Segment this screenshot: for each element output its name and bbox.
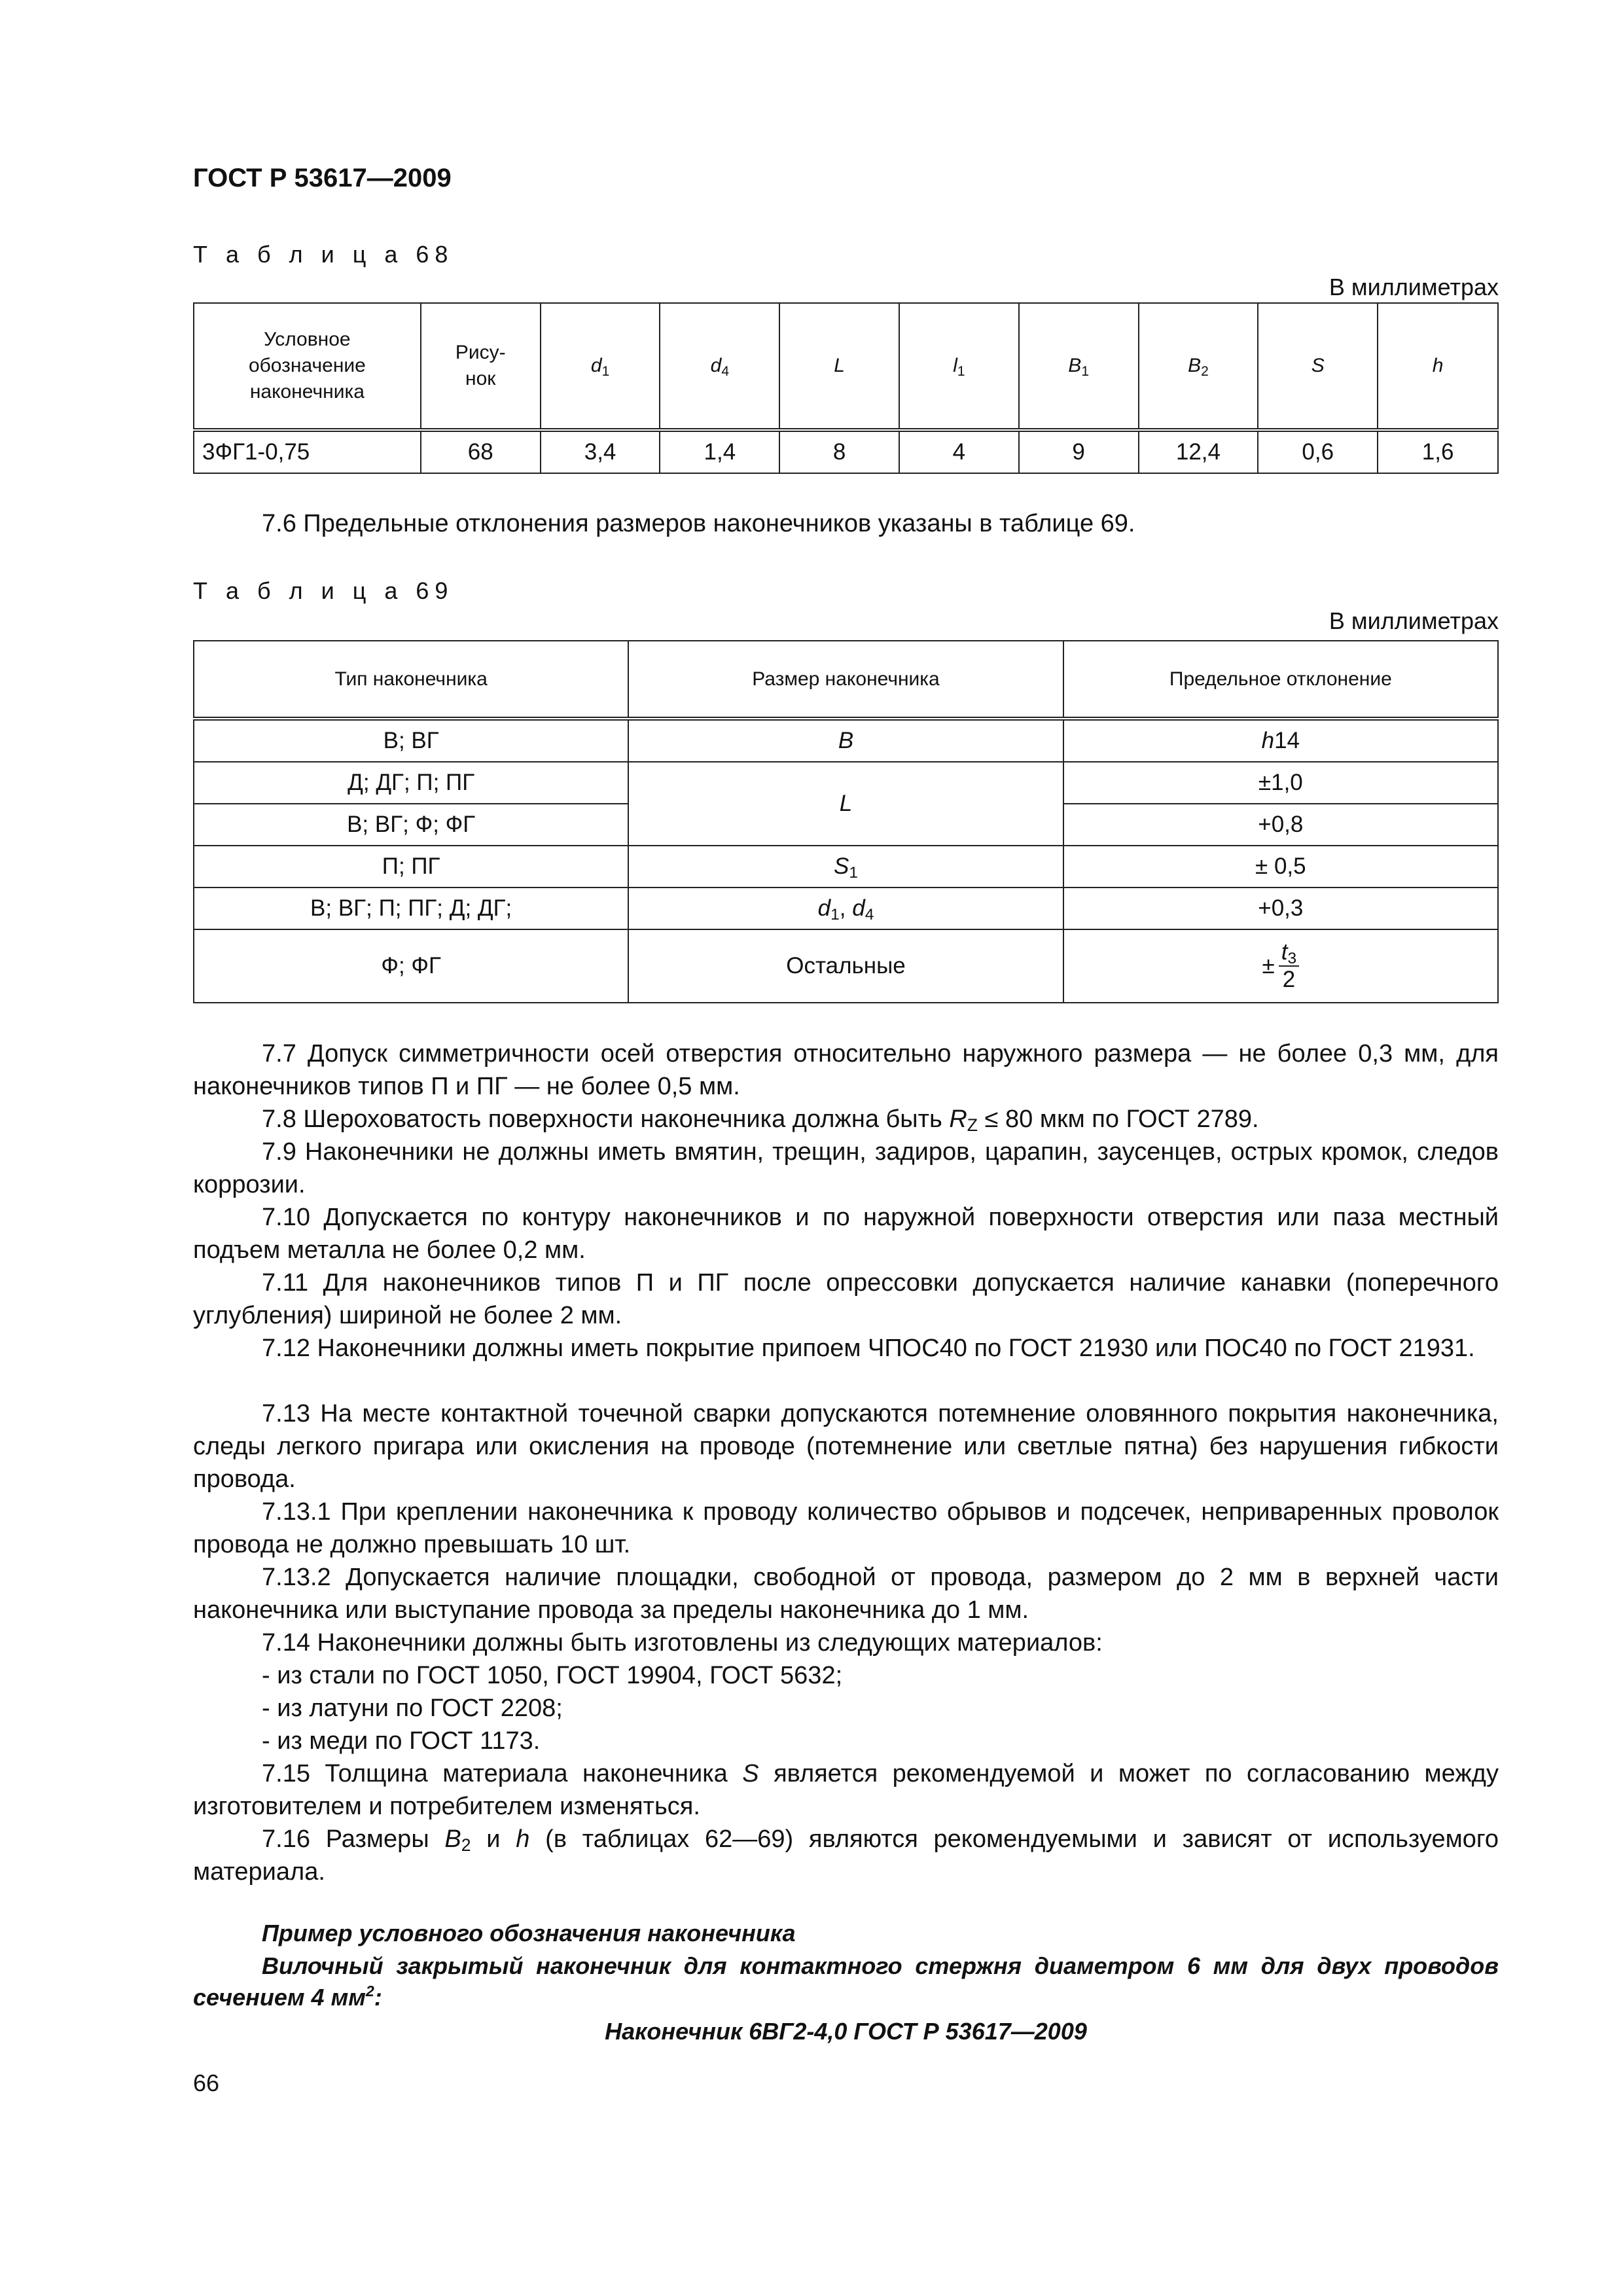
col-d1: $d_1$	[541, 303, 660, 430]
col-type: Тип наконечника	[194, 641, 628, 719]
cell-size: L	[628, 762, 1063, 846]
cell-L: 8	[779, 430, 899, 473]
table-68-caption: Т а б л и ц а 68	[193, 241, 454, 268]
cell-d1: 3,4	[541, 430, 660, 473]
paragraph-7-14: 7.14 Наконечники должны быть изготовлены из следующих материалов:	[262, 1629, 1103, 1657]
page-number: 66	[193, 2070, 220, 2096]
paragraph-7-12: 7.12 Наконечники должны иметь покрытие припоем ЧПОС40 по ГОСТ 21930 или ПОС40 по ГОСТ 21931.	[262, 1335, 1475, 1362]
table-68	[193, 302, 1499, 474]
cell-type: П; ПГ	[194, 846, 628, 888]
paragraph-7-13-2: 7.13.2 Допускается наличие площадки, свободной от провода, размером до 2 мм в верхней части наконечника или выступание провода за пределы наконечника до 1 мм.	[193, 1564, 1499, 1624]
paragraph-7-9: 7.9 Наконечники не должны иметь вмятин, трещин, задиров, царапин, заусенцев, острых кромок, следов коррозии.	[193, 1138, 1499, 1198]
cell-deviation	[1063, 929, 1498, 1003]
cell-deviation: ±1,0	[1063, 762, 1498, 804]
document-header: ГОСТ Р 53617—2009	[193, 164, 452, 192]
col-h: h	[1378, 303, 1498, 430]
example-text: Вилочный закрытый наконечник для контактного стержня диаметром 6 мм для двух проводов сечением 4 $мм^2$:	[193, 1952, 1499, 2011]
example-designation: Наконечник 6ВГ2-4,0 ГОСТ Р 53617—2009	[605, 2018, 1087, 2045]
cell-B1: 9	[1019, 430, 1139, 473]
example-title: Пример условного обозначения наконечника	[262, 1920, 796, 1946]
col-l1: $l_1$	[899, 303, 1019, 430]
paragraph-7-15: 7.15 Толщина материала наконечника S является рекомендуемой и может по согласованию между изготовителем и потребителем изменяться.	[193, 1760, 1499, 1820]
paragraph-7-7: 7.7 Допуск симметричности осей отверстия относительно наружного размера — не более 0,3 мм, для наконечников типов П и ПГ — не более 0,5 мм.	[193, 1040, 1499, 1100]
table-row	[194, 430, 1498, 473]
cell-S: 0,6	[1258, 430, 1378, 473]
col-S: S	[1258, 303, 1378, 430]
table-69-units: В миллиметрах	[1329, 607, 1499, 634]
cell-type: В; ВГ; Ф; ФГ	[194, 804, 628, 846]
table-row	[194, 888, 1498, 929]
cell-d4: 1,4	[660, 430, 779, 473]
col-designation: Условное обозначение наконечника	[194, 303, 421, 430]
cell-size: B	[628, 719, 1063, 762]
paragraph-7-16: 7.16 Размеры $B_2$ и h (в таблицах 62—69) являются рекомендуемыми и зависят от используемого материала.	[193, 1825, 1499, 1886]
cell-deviation: h14	[1063, 719, 1498, 762]
cell-size: $S_1$	[628, 846, 1063, 888]
col-figure: Рису-нок	[421, 303, 541, 430]
cell-type: Д; ДГ; П; ПГ	[194, 762, 628, 804]
cell-h: 1,6	[1378, 430, 1498, 473]
cell-size: Остальные	[628, 929, 1063, 1003]
material-item: - из стали по ГОСТ 1050, ГОСТ 19904, ГОСТ 5632;	[262, 1662, 843, 1689]
cell-deviation: +0,8	[1063, 804, 1498, 846]
paragraph-7-10: 7.10 Допускается по контуру наконечников и по наружной поверхности отверстия или паза местный подъем металла не более 0,2 мм.	[193, 1204, 1499, 1264]
table-row	[194, 762, 1498, 804]
cell-type: Ф; ФГ	[194, 929, 628, 1003]
table-row	[194, 719, 1498, 762]
paragraph-7-8: 7.8 Шероховатость поверхности наконечника должна быть $R_Z \le 80$ мкм по ГОСТ 2789.	[262, 1105, 1259, 1135]
cell-designation: 3ФГ1-0,75	[194, 430, 421, 473]
cell-figure: 68	[421, 430, 541, 473]
col-B1: $B_1$	[1019, 303, 1139, 430]
material-item: - из меди по ГОСТ 1173.	[262, 1727, 541, 1755]
cell-deviation: ± 0,5	[1063, 846, 1498, 888]
material-item: - из латуни по ГОСТ 2208;	[262, 1695, 563, 1722]
table-69	[193, 640, 1499, 1003]
col-B2: $B_2$	[1139, 303, 1258, 430]
col-d4: $d_4$	[660, 303, 779, 430]
table-69-caption: Т а б л и ц а 69	[193, 577, 454, 604]
cell-l1: 4	[899, 430, 1019, 473]
col-deviation: Предельное отклонение	[1063, 641, 1498, 719]
table-row	[194, 929, 1498, 1003]
cell-B2: 12,4	[1139, 430, 1258, 473]
table-header-row	[194, 303, 1498, 430]
cell-deviation: +0,3	[1063, 888, 1498, 929]
col-size: Размер наконечника	[628, 641, 1063, 719]
table-header-row	[194, 641, 1498, 719]
paragraph-7-6: 7.6 Предельные отклонения размеров наконечников указаны в таблице 69.	[262, 510, 1135, 537]
paragraph-7-13-1: 7.13.1 При креплении наконечника к проводу количество обрывов и подсечек, неприваренных проволок провода не должно превышать 10 шт.	[193, 1498, 1499, 1558]
cell-type: В; ВГ; П; ПГ; Д; ДГ;	[194, 888, 628, 929]
paragraph-7-11: 7.11 Для наконечников типов П и ПГ после опрессовки допускается наличие канавки (поперечного углубления) шириной не более 2 мм.	[193, 1269, 1499, 1329]
cell-size: $d_1$, $d_4$	[628, 888, 1063, 929]
table-68-units: В миллиметрах	[1329, 274, 1499, 300]
table-row	[194, 846, 1498, 888]
cell-type: В; ВГ	[194, 719, 628, 762]
paragraph-7-13: 7.13 На месте контактной точечной сварки допускаются потемнение оловянного покрытия наконечника, следы легкого пригара или окисления на проводе (потемнение или светлые пятна) без нарушения гибкости провода.	[193, 1400, 1499, 1493]
col-L: L	[779, 303, 899, 430]
fraction-expression: ± $\frac{t_3}{2}$	[1262, 939, 1300, 993]
